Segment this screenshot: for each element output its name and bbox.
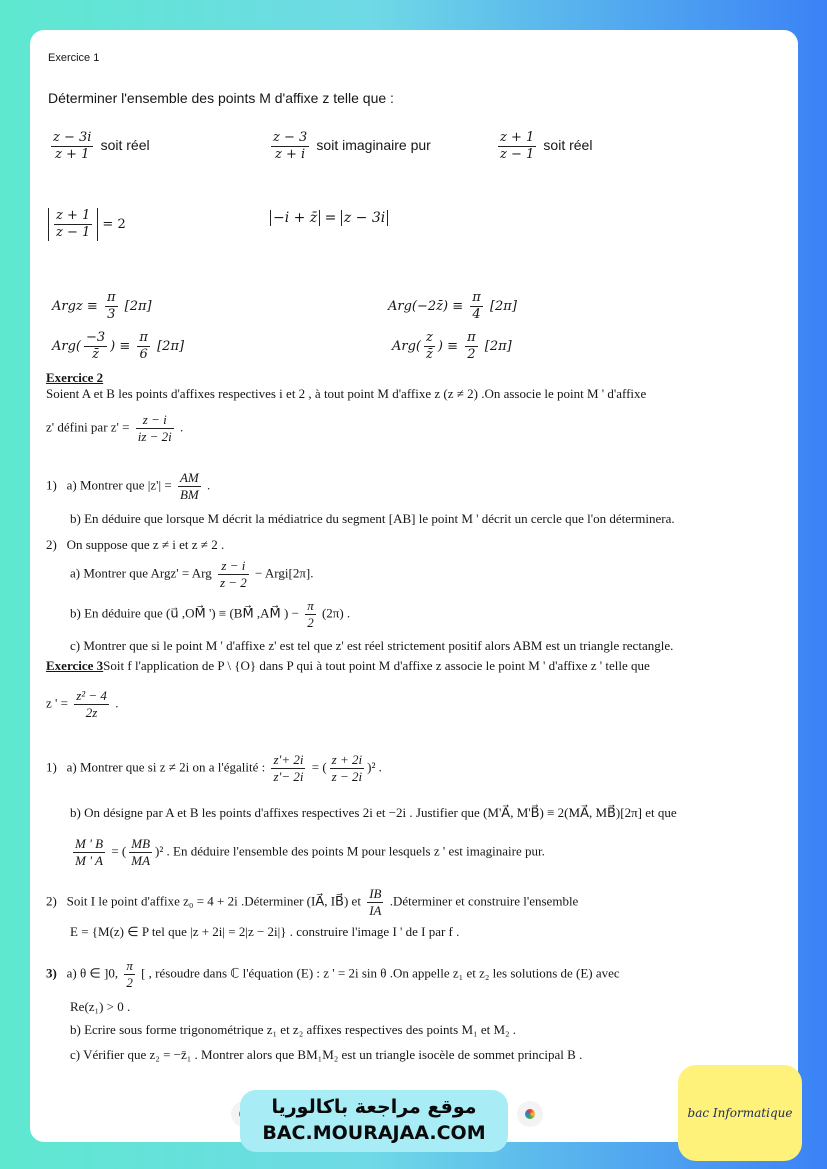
footer-arabic-title: موقع مراجعة باكالوريا	[271, 1096, 477, 1118]
ex2-q2a: a) Montrer que Argz' = Arg $\frac{z - i}{z - 2}$ − Argi[2π].	[70, 558, 314, 590]
ex1-intro: Déterminer l'ensemble des points M d'affixe z telle que :	[48, 90, 394, 106]
ex1-arg3: Arg( $\frac{-3}{z̄}$ ) ≡ $\frac{\pi}{6}$ [2π]	[52, 330, 185, 362]
ex1-arg4: Arg( $\frac{z}{z̄}$ ) ≡ $\frac{\pi}{2}$ [2π]	[392, 330, 512, 362]
footer-logo-right-icon	[517, 1101, 543, 1127]
ex2-q1b: b) En déduire que lorsque M décrit la médiatrice du segment [AB] le point M ' décrit un cercle que l'on déterminera.	[70, 511, 675, 526]
ex1-cond4: $\frac{z + 1}{z - 1}$ = 2	[48, 208, 126, 241]
ex3-q3b: b) Ecrire sous forme trigonométrique z₁ et z₂ affixes respectives des points M₁ et M₂ .	[70, 1022, 517, 1037]
ex3-title: Exercice 3	[46, 658, 104, 673]
ex3-q3c: c) Vérifier que z₂ = −z̄₁ . Montrer alors que BM₁M₂ est un triangle isocèle de sommet principal B .	[70, 1047, 583, 1062]
badge-label: bac Informatique	[687, 1106, 793, 1120]
exercise-sheet	[30, 30, 798, 1142]
ex2-title: Exercice 2	[46, 370, 104, 385]
ex1-cond2: $\frac{z - 3}{z + i}$ soit imaginaire pur	[273, 130, 431, 162]
ex2-q1a: 1) a) Montrer que |z'| = $\frac{AM}{BM}$ .	[46, 470, 211, 502]
ex2-q2: 2) On suppose que z ≠ i et z ≠ 2 .	[46, 537, 225, 552]
ex2-q2c: c) Montrer que si le point M ' d'affixe z' est tel que z' est réel strictement positif alors ABM est un triangle rectangle.	[70, 638, 674, 653]
footer-url-link[interactable]: BAC.MOURAJAA.COM	[262, 1122, 486, 1144]
ex3-q3a-line2: Re(z₁) > 0 .	[70, 999, 131, 1014]
ex1-title: Exercice 1	[48, 52, 100, 64]
ex1-cond3: $\frac{z + 1}{z - 1}$ soit réel	[500, 130, 593, 162]
ex3-line2: z ' = $\frac{\text{z² − 4}}{2z}$ .	[46, 688, 119, 720]
ex1-arg2: Arg(−2z̄) ≡ $\frac{\pi}{4}$ [2π]	[388, 290, 517, 322]
ex2-line1: Soient A et B les points d'affixes respectives i et 2 , à tout point M d'affixe z (z ≠ 2) .On associe le point M ' d'affixe	[46, 386, 647, 401]
bac-informatique-badge	[678, 1065, 802, 1161]
ex3-q1b-line2: $\frac{M ' B}{M ' A}$ = ( $\frac{MB}{MA}$ )² . En déduire l'ensemble des points M pour lesquels z ' est imaginaire pur.	[75, 836, 545, 868]
ex3-q1b-line1: b) On désigne par A et B les points d'affixes respectives 2i et −2i . Justifier que (M'A⃗, M'B⃗) ≡ 2(MA⃗, MB⃗)[2π] et que	[70, 805, 677, 820]
ex3-line1: Exercice 3Soit f l'application de P \ {O} dans P qui à tout point M d'affixe z associe le point M ' d'affixe z ' telle que	[46, 658, 650, 673]
footer-banner[interactable]	[240, 1090, 508, 1152]
ex1-cond5: −i + z̄ = z − 3i	[270, 210, 388, 226]
ex1-cond1: $\frac{z - 3i}{z + 1}$ soit réel	[53, 130, 150, 162]
ex1-arg1: Argz ≡ $\frac{\pi}{3}$ [2π]	[52, 290, 152, 322]
ex2-line2: z' défini par z' = $\frac{z - i}{iz - 2i}$ .	[46, 412, 184, 444]
ex2-q2b: b) En déduire que (u⃗ ,OM⃗ ') ≡ (BM⃗ ,AM⃗ ) − $\frac{\pi}{2}$ (2π) .	[70, 598, 351, 630]
ex3-q2: 2) Soit I le point d'affixe z₀ = 4 + 2i .Déterminer (IA⃗, IB⃗) et $\frac{IB}{IA}$ .Déterminer et construire l'ensemble	[46, 886, 579, 918]
ex3-q2-line2: E = {M(z) ∈ P tel que |z + 2i| = 2|z − 2i|} . construire l'image I ' de I par f .	[70, 924, 460, 939]
ex3-q3a: 3) a) θ ∈ ]0, $\frac{\pi}{2}$ [ , résoudre dans ℂ l'équation (E) : z ' = 2i sin θ .On appelle z₁ et z₂ les solutions de (E) avec	[46, 958, 620, 990]
ex3-q1a: 1) a) Montrer que si z ≠ 2i on a l'égalité : $\frac{z'+ 2i}{z'- 2i}$ = ( $\frac{z + 2i}{z - 2i}$ )² .	[46, 752, 382, 784]
